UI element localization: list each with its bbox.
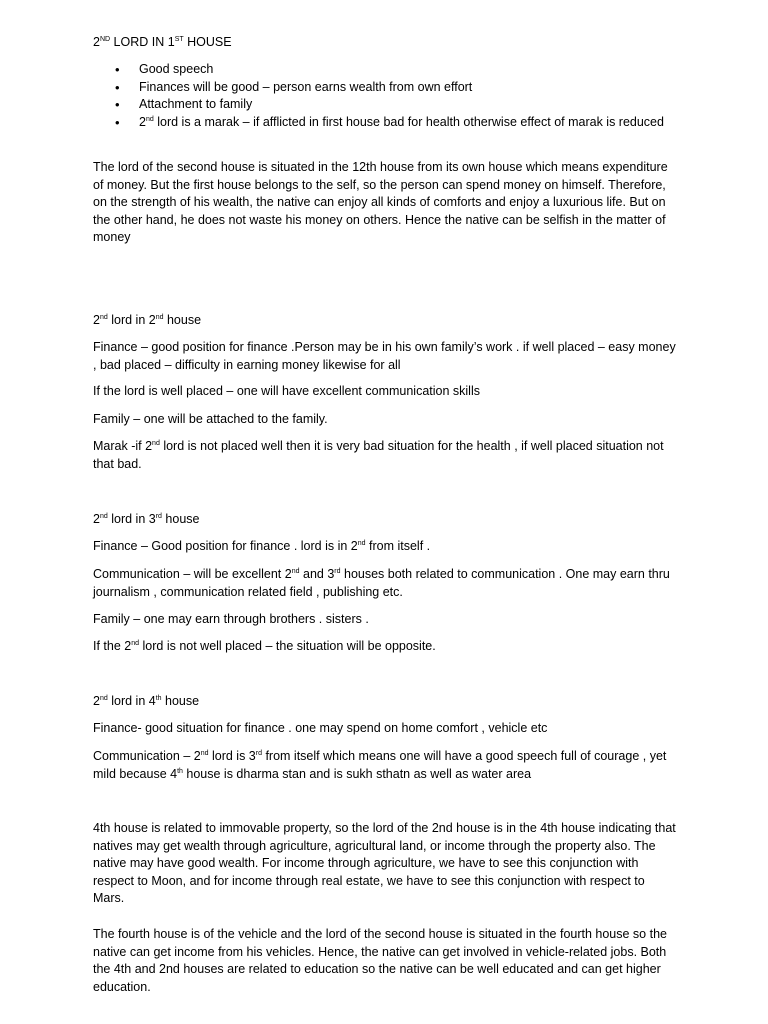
paragraph: Family – one may earn through brothers . sisters . (93, 612, 369, 626)
paragraph: If the lord is well placed – one will have excellent communication skills (93, 384, 480, 398)
paragraph: Finance – Good position for finance . lord is in 2nd from itself . (93, 539, 431, 553)
heading-2nd-lord-in-4th-house: 2nd lord in 4th house (93, 694, 200, 708)
paragraph: Communication – 2nd lord is 3rd from itself which means one will have a good speech full of courage , yet mild because 4th house is dharma stan and is sukh sthatn as well as water area (93, 749, 667, 781)
bullet-item: • Finances will be good – person earns wealth from own effort (93, 79, 678, 97)
paragraph: Communication – will be excellent 2nd and 3rd houses both related to communication . One may earn thru journalism , communication related field , publishing etc. (93, 567, 670, 599)
paragraph: If the 2nd lord is not well placed – the situation will be opposite. (93, 639, 436, 653)
paragraph: Family – one will be attached to the family. (93, 412, 328, 426)
heading-2nd-lord-in-3rd-house: 2nd lord in 3rd house (93, 512, 200, 526)
paragraph: 4th house is related to immovable property, so the lord of the 2nd house is in the 4th house indicating that natives may get wealth through agriculture, agricultural land, or income through the property also. The native may have good wealth. For income through agriculture, we have to see this conjunction with respect to Moon, and for income through real estate, we have to see this conjunction with respect to Mars. (93, 821, 676, 905)
bullet-item: • Attachment to family (93, 96, 678, 114)
bullet-item: • 2nd lord is a marak – if afflicted in first house bad for health otherwise effect of marak is reduced (93, 114, 678, 132)
heading-2nd-lord-in-2nd-house: 2nd lord in 2nd house (93, 313, 202, 327)
heading-2nd-lord-in-1st-house: 2ND LORD IN 1ST HOUSE (93, 35, 232, 49)
paragraph: Finance- good situation for finance . one may spend on home comfort , vehicle etc (93, 721, 548, 735)
paragraph: The fourth house is of the vehicle and the lord of the second house is situated in the fourth house so the native can get income from his vehicles. Hence, the native can get involved in vehicle-related jobs. Both the 4th and 2nd houses are related to education so the native can be well educated and can get higher education. (93, 927, 667, 994)
bullet-list (93, 61, 678, 131)
paragraph: The lord of the second house is situated in the 12th house from its own house which means expenditure of money. But the first house belongs to the self, so the person can spend money on himself. Therefore, on the strength of his wealth, the native can enjoy all kinds of comforts and enjoy a luxurious life. But on the other hand, he does not waste his money on others. Hence the native can be selfish in the matter of money (93, 160, 668, 244)
paragraph: Finance – good position for finance .Person may be in his own family’s work . if well placed – easy money , bad placed – difficulty in earning money likewise for all (93, 340, 676, 372)
paragraph: Marak -if 2nd lord is not placed well then it is very bad situation for the health , if well placed situation not that bad. (93, 439, 664, 471)
bullet-item: • Good speech (93, 61, 678, 79)
